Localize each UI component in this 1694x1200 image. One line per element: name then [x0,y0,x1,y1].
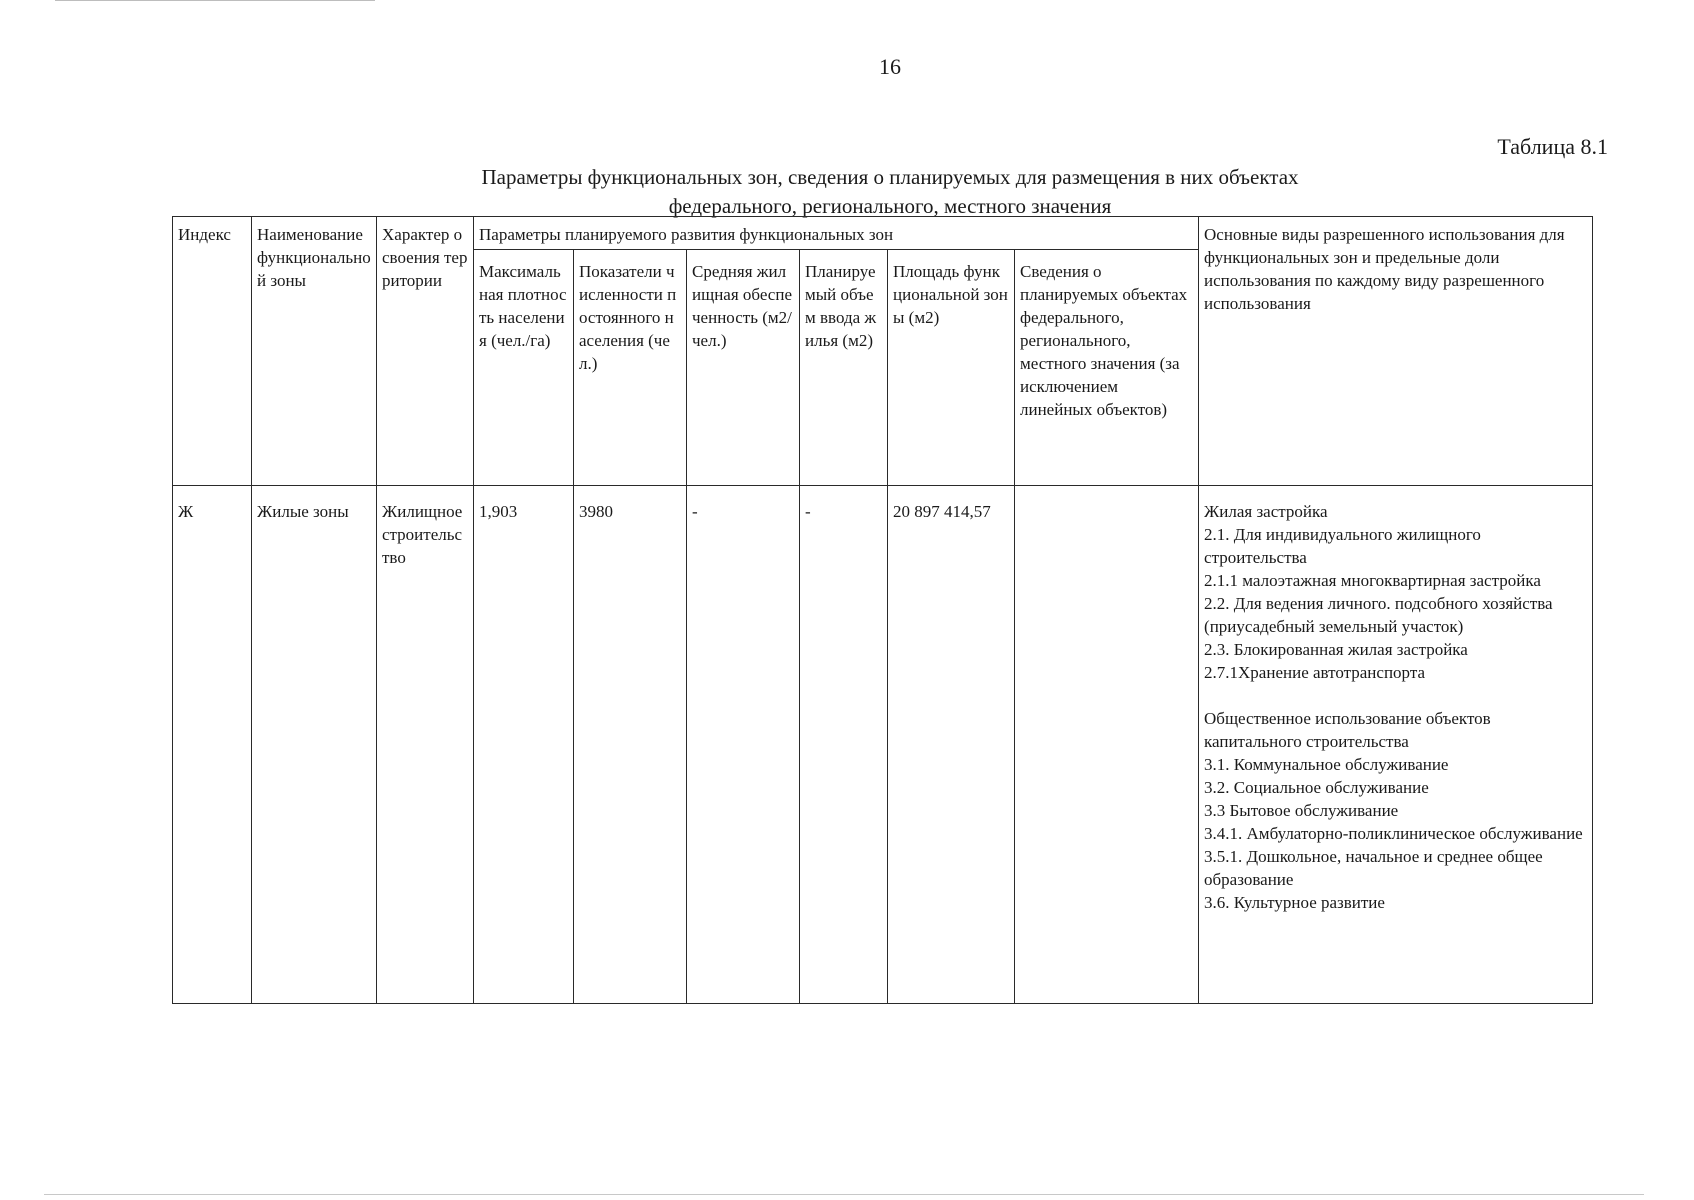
header-max-density: Максимальная плотность населения (чел./га) [474,250,574,486]
permitted-use-item: 3.3 Бытовое обслуживание [1204,801,1399,820]
permitted-use-item: Общественное использование объектов капитального строительства [1204,709,1491,751]
permitted-use-item: 3.4.1. Амбулаторно-поликлиническое обслуживание [1204,824,1583,843]
header-territory-type: Характер освоения территории [377,217,474,486]
cell-housing-provision: - [687,486,800,1004]
header-params-group: Параметры планируемого развития функциональных зон [474,217,1199,250]
permitted-use-item: 2.1.1 малоэтажная многоквартирная застройка [1204,571,1541,590]
header-zone-name: Наименование функциональной зоны [252,217,377,486]
cell-index: Ж [173,486,252,1004]
cell-population: 3980 [574,486,687,1004]
table-row [173,486,1593,1004]
cell-zone-area: 20 897 414,57 [888,486,1015,1004]
cell-housing-volume: - [800,486,888,1004]
permitted-use-item: 3.6. Культурное развитие [1204,893,1385,912]
table-title-line-1: Параметры функциональных зон, сведения о планируемых для размещения в них объектах [481,165,1299,189]
table-title-line-2: федерального, регионального, местного значения [668,194,1112,218]
header-permitted-use: Основные виды разрешенного использования для функциональных зон и предельные доли использования по каждому виду разрешенного использования [1199,217,1593,486]
page-number: 16 [879,54,901,79]
cell-zone-name: Жилые зоны [252,486,377,1004]
permitted-use-item: 3.2. Социальное обслуживание [1204,778,1429,797]
permitted-use-item: 3.5.1. Дошкольное, начальное и среднее общее образование [1204,847,1543,889]
cell-objects-info [1015,486,1199,1004]
header-housing-volume: Планируемый объем ввода жилья (м2) [800,250,888,486]
permitted-use-group-residential [1204,500,1587,684]
header-objects-info: Сведения о планируемых объектах федерального, регионального, местного значения (за исключением линейных объектов) [1015,250,1199,486]
header-index: Индекс [173,217,252,486]
cell-max-density: 1,903 [474,486,574,1004]
header-housing-provision: Средняя жилищная обеспеченность (м2/чел.) [687,250,800,486]
scan-edge-line-bottom [44,1194,1644,1195]
permitted-use-item: 2.1. Для индивидуального жилищного строительства [1204,525,1481,567]
cell-permitted-use [1199,486,1593,1004]
table-header-row [173,217,1593,250]
permitted-use-item: 2.2. Для ведения личного. подсобного хозяйства (приусадебный земельный участок) [1204,594,1553,636]
permitted-use-group-public [1204,707,1587,914]
scan-edge-line-top [55,0,375,1]
header-zone-area: Площадь функциональной зоны (м2) [888,250,1015,486]
header-population: Показатели численности постоянного населения (чел.) [574,250,687,486]
table-label: Таблица 8.1 [1497,134,1608,159]
permitted-use-item: 2.3. Блокированная жилая застройка [1204,640,1468,659]
permitted-use-item: Жилая застройка [1204,502,1328,521]
zones-parameters-table [172,216,1593,1004]
permitted-use-item: 3.1. Коммунальное обслуживание [1204,755,1449,774]
table-title [440,163,1340,221]
permitted-use-item: 2.7.1Хранение автотранспорта [1204,663,1425,682]
cell-territory-type: Жилищное строительство [377,486,474,1004]
